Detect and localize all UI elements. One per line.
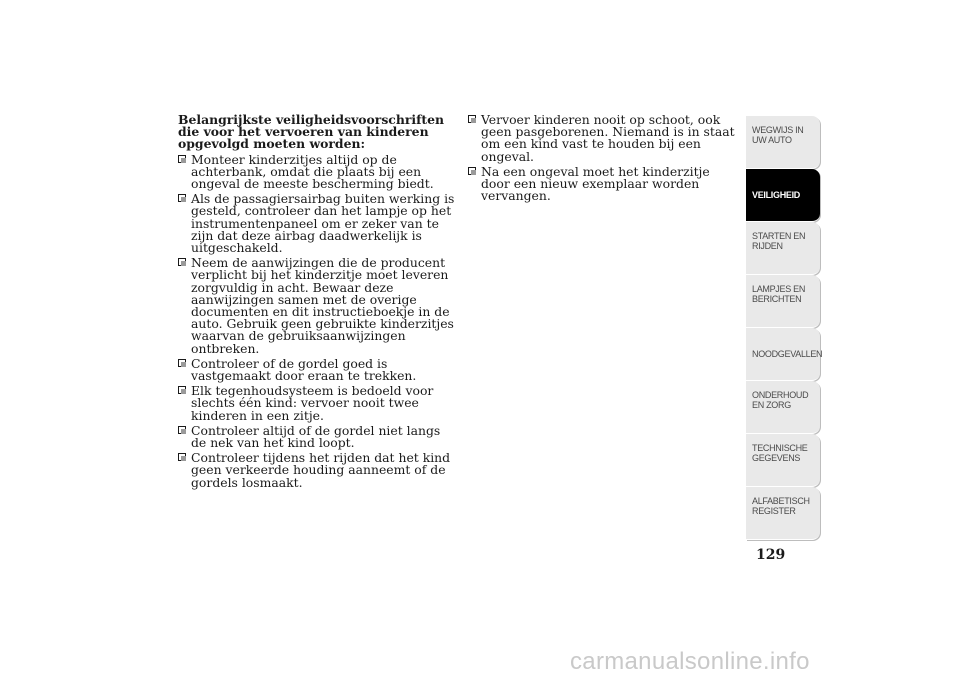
tab-wegwijs-in-uw-auto[interactable]: WEGWIJS IN UW AUTO [746,116,820,169]
list-item: Neem de aanwijzingen die de producent verplicht bij het kinderzitje moet leveren zorgvuldig in acht. Bewaar deze aanwijzingen samen met de overige documenten en dit instructieboekje in de auto. Gebruik geen gebruikte kinderzitjes waarvan de gebruiksaanwijzingen ontbreken. [178,257,458,355]
checkbox-square-icon [178,453,186,461]
tab-noodgevallen[interactable]: NOODGEVALLEN [746,328,820,381]
tab-technische-gegevens[interactable]: TECHNISCHE GEGEVENS [746,434,820,487]
list-item: Elk tegenhoudsysteem is bedoeld voor slechts één kind: vervoer nooit twee kinderen in een zitje. [178,385,458,422]
page-number: 129 [756,547,786,563]
list-item: Als de passagiersairbag buiten werking is gesteld, controleer dan het lampje op het instrumentenpaneel om er zeker van te zijn dat deze airbag daadwerkelijk is uitgeschakeld. [178,193,458,254]
list-item: Controleer altijd of de gordel niet langs de nek van het kind loopt. [178,425,458,449]
left-column [178,114,458,492]
checkbox-square-icon [178,359,186,367]
right-column [468,114,738,205]
checkbox-square-icon [178,155,186,163]
checkbox-square-icon [178,194,186,202]
list-item: Controleer tijdens het rijden dat het kind geen verkeerde houding aanneemt of de gordels losmaakt. [178,452,458,489]
checkbox-square-icon [468,115,476,123]
tab-onderhoud-en-zorg[interactable]: ONDERHOUD EN ZORG [746,381,820,434]
list-item: Vervoer kinderen nooit op schoot, ook geen pasgeborenen. Niemand is in staat om een kind vast te houden bij een ongeval. [468,114,738,163]
tab-starten-en-rijden[interactable]: STARTEN EN RIJDEN [746,222,820,275]
checkbox-square-icon [468,167,476,175]
section-heading: Belangrijkste veiligheidsvoorschriften die voor het vervoeren van kinderen opgevolgd moeten worden: [178,112,445,152]
checkbox-square-icon [178,258,186,266]
tab-veiligheid[interactable]: VEILIGHEID [746,169,820,222]
tab-alfabetisch-register[interactable]: ALFABETISCH REGISTER [746,487,820,540]
watermark: carmanualsonline.info [570,648,810,675]
tab-lampjes-en-berichten[interactable]: LAMPJES EN BERICHTEN [746,275,820,328]
checkbox-square-icon [178,386,186,394]
list-item: Na een ongeval moet het kinderzitje door een nieuw exemplaar worden vervangen. [468,166,738,203]
list-item: Controleer of de gordel goed is vastgemaakt door eraan te trekken. [178,358,458,382]
checkbox-square-icon [178,426,186,434]
list-item: Monteer kinderzitjes altijd op de achterbank, omdat die plaats bij een ongeval de meeste bescherming biedt. [178,154,458,191]
section-tabs [746,116,823,540]
